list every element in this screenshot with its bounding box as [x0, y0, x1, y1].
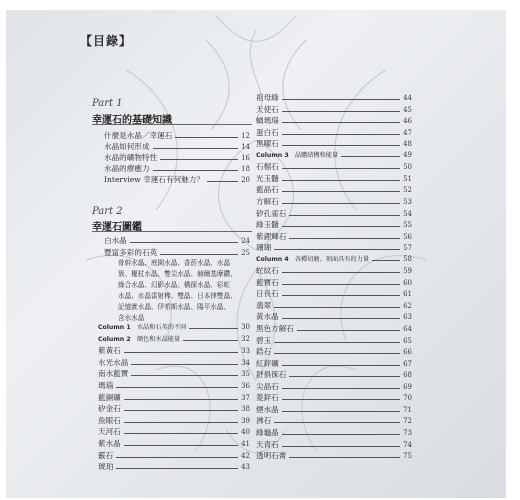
toc-entry-title: [98, 392, 121, 403]
toc-entry-label: 珊瑚: [256, 243, 272, 253]
toc-leader-line: [124, 422, 238, 423]
toc-leader-line: [124, 352, 238, 353]
toc-leader-line: [116, 468, 238, 469]
toc-entry-label: 白水晶: [104, 236, 127, 245]
toc-entry[interactable]: [256, 439, 412, 450]
toc-entry[interactable]: [104, 163, 250, 174]
toc-page-number: 24: [241, 237, 250, 245]
toc-leader-line: [282, 388, 400, 389]
toc-entry-subtitle: 晶體結構和能量: [288, 151, 339, 159]
paragraph-line: 綠合水晶、幻影水晶、構探水晶、彩虹: [118, 281, 231, 289]
toc-entry-title: [98, 461, 113, 472]
toc-entry-title: [256, 196, 279, 207]
toc-entry[interactable]: [98, 322, 250, 333]
toc-page-number: 68: [403, 371, 412, 380]
toc-page-number: 43: [241, 463, 250, 472]
toc-entry-label: 水晶的療癒力: [104, 164, 150, 173]
toc-leader-line: [282, 295, 400, 296]
toc-entry[interactable]: [256, 104, 412, 115]
toc-entry-title: [256, 335, 271, 346]
toc-entry-label: 水光水晶: [98, 357, 129, 367]
paragraph-line: 水晶、水晶雷射棒、雙晶、日本律雙晶、: [118, 292, 237, 300]
part-2-title: 幸運石圖鑑: [92, 222, 142, 233]
toc-entry-label: 藍晶石: [256, 185, 279, 195]
toc-entry-label: 鋯石: [256, 347, 272, 357]
toc-page-number: 69: [403, 382, 412, 391]
toc-entry-title: [104, 152, 157, 163]
toc-entry-label: 瑪瑙: [98, 381, 114, 390]
toc-leader-line: [124, 410, 238, 411]
toc-entry-title: [98, 322, 186, 333]
toc-leader-line: [282, 365, 400, 366]
toc-entry-title: [256, 161, 279, 172]
toc-entry-label: 藍銅礦: [98, 392, 121, 402]
toc-entry-title: [98, 403, 121, 414]
toc-entry[interactable]: [104, 235, 250, 246]
toc-entry[interactable]: [256, 161, 412, 172]
toc-page-number: 49: [403, 150, 412, 159]
toc-entry[interactable]: [256, 184, 412, 195]
toc-page-number: 30: [241, 323, 250, 331]
toc-entry-subtitle: 各種切磨、刻面具有的力量: [288, 255, 370, 263]
toc-entry-label: 日長石: [256, 289, 279, 299]
toc-entry-title: [256, 450, 286, 461]
toc-entry-label: 水晶如何形成: [104, 142, 150, 151]
toc-entry-title: [256, 439, 279, 450]
toc-leader-line: [372, 260, 400, 261]
toc-entry-label: 沸石: [256, 416, 272, 426]
toc-entry-label: 天青石: [256, 439, 279, 449]
toc-leader-line: [282, 122, 400, 123]
toc-page-number: 35: [241, 370, 250, 379]
toc-leader-line: [274, 249, 400, 250]
toc-entry[interactable]: [256, 92, 412, 103]
toc-entry[interactable]: [256, 115, 412, 126]
toc-page-number: 59: [403, 267, 412, 276]
toc-entry[interactable]: [104, 130, 250, 141]
toc-leader-line: [124, 445, 238, 446]
toc-entry-label: 綠龜晶: [256, 427, 279, 437]
toc-leader-line: [131, 375, 238, 376]
toc-entry[interactable]: [256, 392, 412, 403]
toc-entry-title: [98, 334, 180, 345]
part-2-rule: [92, 231, 252, 232]
toc-leader-line: [189, 328, 238, 329]
toc-entry[interactable]: [256, 335, 412, 346]
toc-leader-line: [289, 457, 400, 458]
toc-entry[interactable]: [98, 357, 250, 368]
toc-page-number: 73: [403, 428, 412, 437]
toc-leader-line: [282, 284, 400, 285]
toc-leader-line: [289, 215, 400, 216]
toc-entry-title: [256, 219, 279, 230]
toc-entry-title: [256, 231, 286, 242]
toc-leader-line: [282, 446, 400, 447]
toc-entry-title: [98, 380, 113, 391]
toc-page-number: 12: [241, 132, 250, 140]
toc-leader-line: [282, 272, 400, 273]
toc-entry[interactable]: [98, 334, 250, 345]
toc-entry-label: 煙水晶: [256, 404, 279, 414]
toc-entry-title: [256, 265, 279, 276]
toc-entry-label: 蛋白石: [256, 127, 279, 137]
toc-leader-line: [282, 318, 400, 319]
toc-page-number: 45: [403, 105, 412, 114]
toc-entry-title: [256, 208, 286, 219]
toc-entry-label: 黃水晶: [256, 312, 279, 322]
toc-entry[interactable]: [98, 415, 250, 426]
toc-page-number: 36: [241, 382, 250, 390]
toc-leader-line: [124, 433, 238, 434]
toc-leader-line: [183, 340, 238, 341]
part-2-paragraph: [118, 258, 248, 324]
toc-leader-line: [282, 145, 400, 146]
toc-entry[interactable]: [256, 358, 412, 369]
toc-entry[interactable]: [256, 311, 412, 322]
toc-entry-title: [104, 174, 204, 185]
toc-entry-label: Column 1: [98, 324, 131, 331]
toc-leader-line: [160, 159, 238, 160]
toc-entry-label: 紫水晶: [98, 439, 121, 448]
toc-leader-line: [124, 399, 238, 400]
toc-entry[interactable]: [256, 173, 412, 184]
toc-entry-title: [98, 345, 121, 356]
toc-entry-title: [256, 404, 279, 415]
toc-leader-line: [274, 422, 400, 423]
toc-page-number: 42: [241, 451, 250, 460]
toc-entry-label: 琥珀: [98, 462, 114, 472]
toc-page-number: 20: [241, 176, 250, 184]
toc-page-number: 64: [403, 325, 412, 333]
toc-page-number: 58: [403, 254, 412, 263]
toc-entry[interactable]: [256, 346, 412, 357]
toc-page-number: 18: [241, 165, 250, 173]
toc-page-number: 52: [403, 186, 412, 195]
toc-leader-line: [282, 99, 400, 100]
toc-entry-title: [256, 300, 271, 311]
toc-entry-title: [256, 104, 279, 115]
toc-entry[interactable]: [98, 461, 250, 472]
toc-entry-title: [104, 163, 150, 174]
toc-entry-title: [256, 346, 271, 357]
toc-page-number: 63: [403, 313, 412, 322]
toc-entry[interactable]: [104, 174, 250, 185]
toc-entry-label: 魚眼石: [98, 415, 121, 425]
toc-entry[interactable]: [256, 265, 412, 276]
page-title: 【目錄】: [80, 34, 133, 48]
toc-page-number: 41: [241, 440, 250, 448]
toc-entry-label: 紫鋰輝石: [256, 231, 287, 241]
toc-entry-label: 霰石: [98, 450, 114, 460]
toc-page-number: 74: [403, 440, 412, 449]
toc-entry[interactable]: [98, 403, 250, 414]
toc-leader-line: [282, 191, 400, 192]
toc-entry[interactable]: [256, 208, 412, 219]
toc-entry-title: [256, 277, 279, 288]
toc-leader-line: [116, 457, 238, 458]
toc-entry-title: [104, 130, 172, 141]
toc-entry-title: [256, 288, 279, 299]
toc-entry-title: [256, 427, 279, 438]
toc-entry-label: 南水藍寶: [98, 369, 129, 379]
toc-entry[interactable]: [256, 369, 412, 380]
toc-leader-line: [289, 238, 400, 239]
toc-leader-line: [282, 134, 400, 135]
toc-entry[interactable]: [104, 152, 250, 163]
toc-entry-label: 黑曜石: [256, 139, 279, 149]
toc-entry[interactable]: [256, 231, 412, 242]
toc-entry-label: 翡翠: [256, 300, 272, 310]
toc-entry-label: 天使石: [256, 104, 279, 114]
toc-page-number: 16: [241, 154, 250, 162]
toc-entry[interactable]: [256, 277, 412, 288]
toc-entry-label: Interview 幸運石有何魅力？: [104, 175, 204, 184]
toc-page-number: 46: [403, 117, 412, 126]
toc-entry-label: 方解石: [256, 196, 279, 206]
toc-entry[interactable]: [256, 138, 412, 149]
toc-entry-label: 豐富多彩的石英: [104, 248, 158, 257]
toc-page-number: 39: [241, 416, 250, 425]
toc-entry-label: 碧玉: [256, 335, 272, 345]
toc-entry-title: [104, 235, 127, 246]
toc-entry-label: 菱鋅石: [256, 393, 279, 403]
toc-entry[interactable]: [256, 404, 412, 415]
toc-leader-line: [274, 342, 400, 343]
toc-entry[interactable]: [256, 323, 412, 334]
toc-page: [6, 10, 506, 498]
toc-page-number: 34: [241, 358, 250, 367]
paragraph-line: 含水水晶: [118, 314, 145, 322]
toc-leader-line: [153, 148, 239, 149]
toc-page-number: 62: [403, 301, 412, 310]
toc-entry[interactable]: [98, 392, 250, 403]
toc-page-number: 66: [403, 348, 412, 357]
toc-entry-title: [98, 415, 121, 426]
part-1-title: 幸運石的基礎知識: [92, 115, 172, 126]
toc-leader-line: [116, 387, 238, 388]
toc-entry-title: [256, 358, 279, 369]
toc-entry[interactable]: [104, 141, 250, 152]
toc-page-number: 54: [403, 209, 412, 218]
toc-entry-title: [256, 381, 279, 392]
toc-page-number: 40: [241, 428, 250, 437]
toc-entry[interactable]: [256, 127, 412, 138]
toc-page-number: 56: [403, 232, 412, 241]
toc-entry[interactable]: [256, 219, 412, 230]
toc-page-number: 33: [241, 347, 250, 356]
toc-page-number: 57: [403, 244, 412, 253]
toc-entry-title: [256, 173, 279, 184]
toc-leader-line: [282, 226, 400, 227]
toc-entry-title: [104, 141, 150, 152]
toc-entry-label: 祖母綠: [256, 93, 279, 102]
toc-entry[interactable]: [98, 380, 250, 391]
toc-entry-title: [256, 254, 369, 265]
toc-entry-label: Column 3: [256, 151, 289, 159]
toc-entry-label: 藍寶石: [256, 277, 279, 287]
toc-entry-label: 尖晶石: [256, 381, 279, 391]
toc-entry-title: [256, 127, 279, 138]
toc-entry-title: [98, 450, 113, 461]
toc-page-number: 72: [403, 417, 412, 426]
toc-leader-line: [282, 111, 400, 112]
part-2-label: Part 2: [92, 206, 123, 217]
paragraph-line: 記憶實水晶、伊希斯水晶、陽平水晶、: [118, 303, 231, 311]
toc-page-number: 55: [403, 221, 412, 230]
toc-entry[interactable]: [98, 438, 250, 449]
toc-entry[interactable]: [256, 196, 412, 207]
toc-entry[interactable]: [98, 345, 250, 356]
toc-page-number: 44: [403, 94, 412, 102]
toc-entry-label: 黑色方解石: [256, 324, 294, 333]
toc-entry[interactable]: [256, 381, 412, 392]
toc-leader-line: [282, 411, 400, 412]
toc-entry-title: [98, 368, 128, 379]
toc-entry[interactable]: [256, 150, 412, 161]
toc-entry-title: [256, 323, 294, 334]
toc-entry-title: [256, 92, 279, 103]
toc-entry-label: 水晶的礦物特性: [104, 153, 158, 162]
toc-page-number: 71: [403, 405, 412, 414]
toc-leader-line: [282, 168, 400, 169]
toc-entry[interactable]: [256, 300, 412, 311]
toc-entry[interactable]: [256, 450, 412, 461]
toc-entry-title: [256, 242, 271, 253]
toc-page-number: 65: [403, 336, 412, 345]
toc-page-number: 25: [241, 249, 250, 257]
toc-entry[interactable]: [256, 427, 412, 438]
toc-leader-line: [160, 254, 238, 255]
toc-page-number: 47: [403, 128, 412, 137]
toc-entry[interactable]: [256, 288, 412, 299]
toc-entry[interactable]: [256, 415, 412, 426]
toc-page-number: 67: [403, 359, 412, 368]
toc-leader-line: [341, 156, 400, 157]
toc-entry-title: [104, 247, 157, 258]
toc-leader-line: [297, 330, 400, 331]
toc-entry[interactable]: [98, 450, 250, 461]
toc-leader-line: [130, 242, 238, 243]
toc-page-number: 50: [403, 163, 412, 172]
toc-entry-title: [256, 311, 279, 322]
toc-entry-label: Column 2: [98, 335, 131, 343]
toc-leader-line: [274, 307, 400, 308]
toc-entry-label: 綠玉髓: [256, 220, 279, 230]
toc-entry-title: [256, 415, 271, 426]
toc-entry-title: [256, 115, 279, 126]
toc-entry-title: [98, 426, 121, 437]
toc-page-number: 70: [403, 394, 412, 403]
toc-entry-subtitle: 顏色和水晶能量: [130, 335, 181, 343]
toc-entry-label: 紅鋅礦: [256, 358, 279, 368]
toc-leader-line: [175, 137, 238, 138]
toc-entry[interactable]: [104, 247, 250, 258]
toc-page-number: 37: [241, 393, 250, 402]
toc-entry-title: [256, 392, 279, 403]
toc-leader-line: [153, 170, 239, 171]
toc-leader-line: [289, 376, 400, 377]
toc-entry[interactable]: [256, 254, 412, 265]
part-1-label: Part 1: [92, 98, 123, 109]
toc-entry-title: [256, 369, 286, 380]
toc-page-number: 53: [403, 197, 412, 206]
toc-leader-line: [131, 364, 238, 365]
toc-leader-line: [207, 181, 238, 182]
toc-entry-title: [256, 184, 279, 195]
toc-entry-label: 蝸瑪瑙: [256, 116, 279, 126]
toc-entry-label: 光玉髓: [256, 173, 279, 183]
toc-page-number: 48: [403, 140, 412, 149]
toc-page-number: 14: [241, 143, 250, 151]
toc-page-number: 38: [241, 405, 250, 414]
toc-entry[interactable]: [98, 426, 250, 437]
toc-leader-line: [282, 399, 400, 400]
toc-entry-label: 蛇紋石: [256, 266, 279, 276]
toc-entry-label: Column 4: [256, 255, 289, 263]
toc-page-number: 75: [403, 452, 412, 461]
paragraph-line: 簇、權杖水晶、雙尖水晶、赫爾基摩鑽、: [118, 270, 237, 278]
toc-entry-label: 矽孔雀石: [256, 208, 287, 218]
toc-entry-label: 透明石膏: [256, 451, 287, 461]
toc-entry-title: [98, 357, 128, 368]
toc-leader-line: [282, 203, 400, 204]
paragraph-line: 骨幹水晶、庭園水晶、香菸水晶、水晶: [118, 259, 231, 267]
toc-entry-subtitle: 水晶和石英的不同: [130, 324, 187, 331]
toc-page-number: 51: [403, 174, 412, 183]
toc-entry-title: [98, 438, 121, 449]
toc-entry-label: 什麼是水晶／幸運石: [104, 131, 173, 140]
toc-entry-title: [256, 138, 279, 149]
toc-entry-title: [256, 150, 338, 161]
toc-leader-line: [282, 434, 400, 435]
toc-entry-label: 天河石: [98, 427, 121, 437]
toc-entry[interactable]: [98, 368, 250, 379]
toc-page-number: 61: [403, 290, 412, 299]
toc-entry-label: 矽金石: [98, 404, 121, 414]
toc-page-number: 32: [241, 334, 250, 343]
part-1-rule: [92, 124, 252, 125]
toc-entry[interactable]: [256, 242, 412, 253]
toc-entry-label: 石榴石: [256, 162, 279, 172]
toc-entry-label: 紫黃石: [98, 346, 121, 356]
toc-leader-line: [274, 353, 400, 354]
toc-page-number: 60: [403, 278, 412, 287]
toc-entry-label: 舒俱徠石: [256, 370, 287, 380]
toc-leader-line: [282, 180, 400, 181]
